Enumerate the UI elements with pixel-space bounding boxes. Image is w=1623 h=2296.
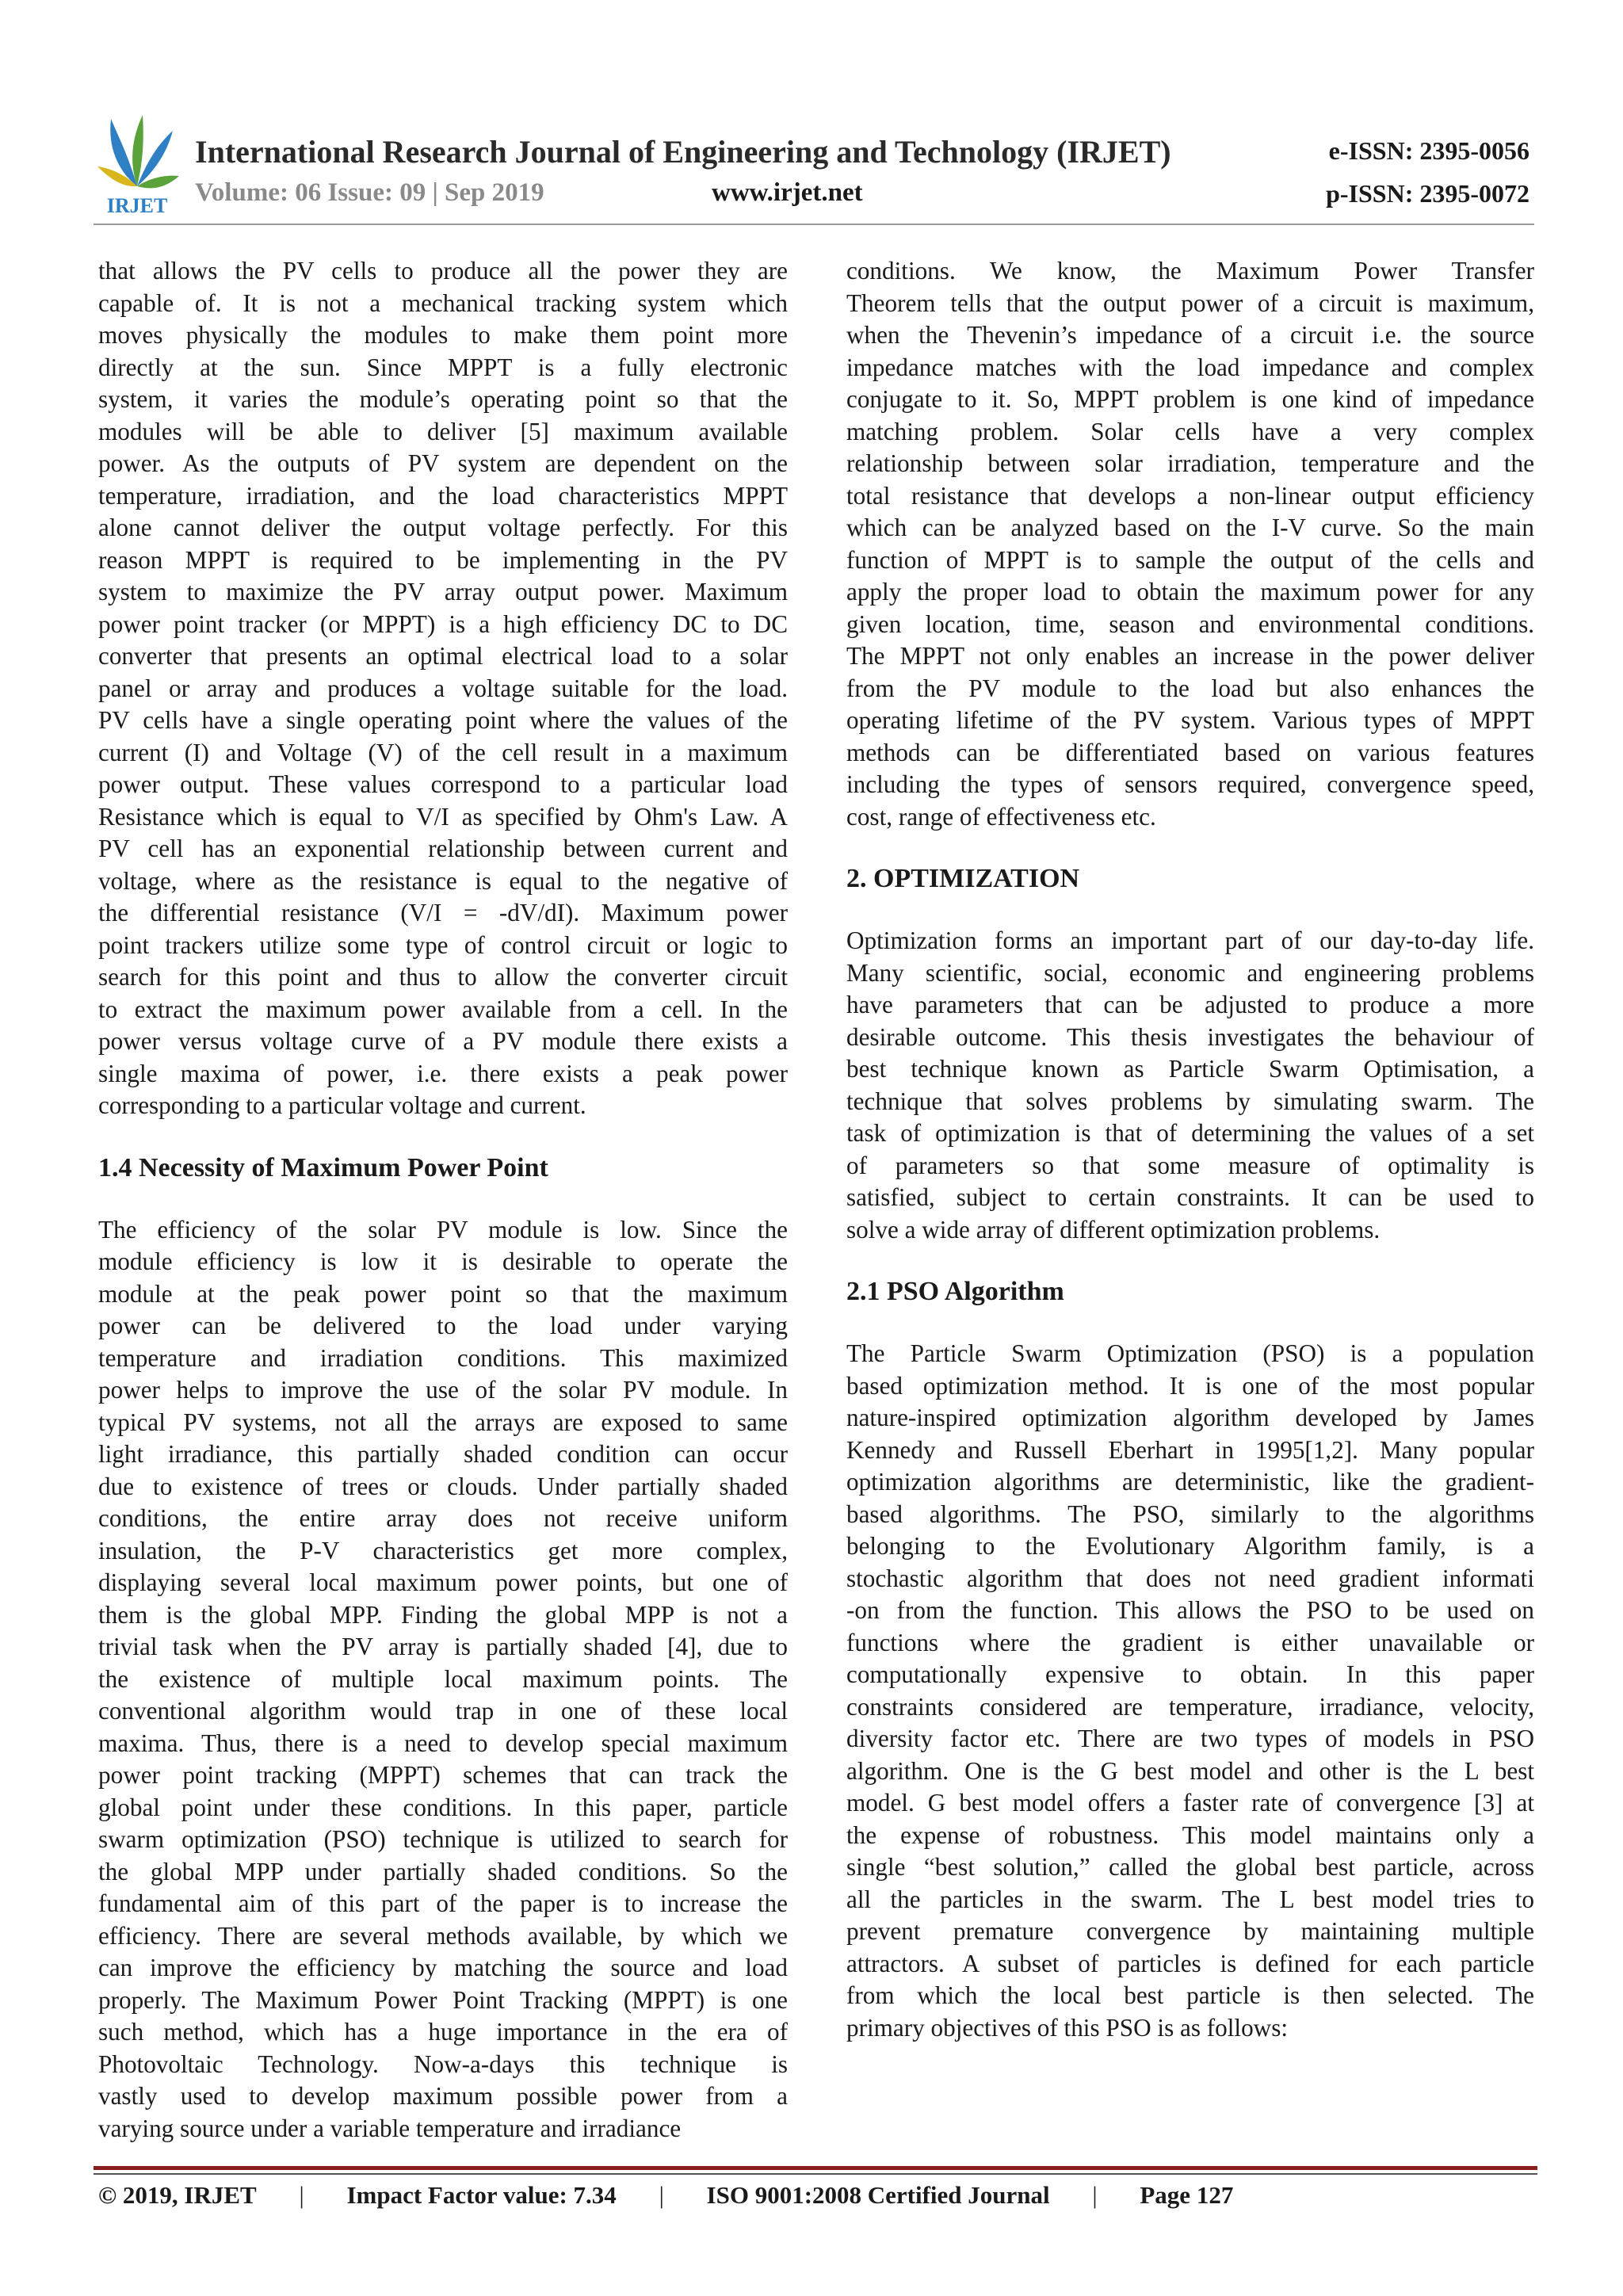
page-footer xyxy=(98,2181,1233,2210)
text-line: have parameters that can be adjusted to produce a more xyxy=(846,991,1534,1018)
right-para-2 xyxy=(846,925,1534,1246)
text-line: due to existence of trees or clouds. Under partially shaded xyxy=(98,1472,788,1500)
text-line: to extract the maximum power available from a cell. In the xyxy=(98,995,788,1023)
text-line: fundamental aim of this part of the paper is to increase the xyxy=(98,1889,788,1917)
text-line: moves physically the modules to make them point more xyxy=(98,321,788,349)
text-line: module at the peak power point so that the maximum xyxy=(98,1279,788,1308)
text-line: given location, time, season and environmental conditions. xyxy=(846,609,1534,638)
section-heading-1-4: 1.4 Necessity of Maximum Power Point xyxy=(98,1152,548,1182)
text-line: efficiency. There are several methods available, by which we xyxy=(98,1921,788,1950)
footer-separator: | xyxy=(299,2181,304,2209)
footer-separator: | xyxy=(1092,2181,1098,2209)
page-header xyxy=(94,111,1544,230)
section-heading-2: 2. OPTIMIZATION xyxy=(846,864,1080,893)
text-line: power helps to improve the use of the solar PV module. In xyxy=(98,1376,788,1404)
text-line: the global MPP under partially shaded conditions. So the xyxy=(98,1857,788,1885)
text-line: apply the proper load to obtain the maximum power for any xyxy=(846,578,1534,606)
footer-impact-factor: Impact Factor value: 7.34 xyxy=(346,2181,617,2209)
text-line: of parameters so that some measure of optimality is xyxy=(846,1151,1534,1179)
journal-title: International Research Journal of Engineering and Technology (IRJET) xyxy=(195,134,1171,170)
footer-rule xyxy=(94,2166,1537,2170)
text-line: when the Thevenin’s impedance of a circuit i.e. the source xyxy=(846,321,1534,349)
text-line: single “best solution,” called the global best particle, across xyxy=(846,1853,1534,1881)
text-line: such method, which has a huge importance in the era of xyxy=(98,2018,788,2046)
journal-website-link[interactable]: www.irjet.net xyxy=(712,178,863,207)
footer-page-number: Page 127 xyxy=(1140,2181,1234,2209)
text-line: the existence of multiple local maximum points. The xyxy=(98,1664,788,1693)
text-line: PV cells have a single operating point where the values of the xyxy=(98,706,788,734)
text-line: vastly used to develop maximum possible power from a xyxy=(98,2082,788,2110)
text-line: from which the local best particle is then selected. The xyxy=(846,1981,1534,2009)
text-line: based algorithms. The PSO, similarly to the algorithms xyxy=(846,1499,1534,1528)
text-line: power point tracker (or MPPT) is a high efficiency DC to DC xyxy=(98,609,788,638)
text-line: prevent premature convergence by maintaining multiple xyxy=(846,1917,1534,1945)
text-line: corresponding to a particular voltage and current. xyxy=(98,1091,586,1119)
text-line: converter that presents an optimal electrical load to a solar xyxy=(98,642,788,670)
text-line: single maxima of power, i.e. there exists a peak power xyxy=(98,1059,788,1087)
text-line: primary objectives of this PSO is as follows: xyxy=(846,2013,1289,2042)
text-line: Optimization forms an important part of our day-to-day life. xyxy=(846,926,1534,954)
text-line: trivial task when the PV array is partially shaded [4], due to xyxy=(98,1633,788,1660)
text-line: power point tracking (MPPT) schemes that can track the xyxy=(98,1761,788,1789)
text-line: Resistance which is equal to V/I as specified by Ohm's Law. A xyxy=(98,802,788,831)
text-line: maxima. Thus, there is a need to develop special maximum xyxy=(98,1729,788,1757)
p-issn: p-ISSN: 2395-0072 xyxy=(1326,179,1529,208)
footer-copyright: © 2019, IRJET xyxy=(98,2181,257,2209)
text-line: cost, range of effectiveness etc. xyxy=(846,802,1156,831)
left-column xyxy=(98,255,788,2145)
irjet-logo-icon xyxy=(94,111,181,218)
text-line: stochastic algorithm that does not need gradient informati xyxy=(846,1564,1534,1592)
text-line: temperature, irradiation, and the load characteristics MPPT xyxy=(98,481,788,510)
text-line: task of optimization is that of determining the values of a set xyxy=(846,1119,1534,1147)
text-line: all the particles in the swarm. The L best model tries to xyxy=(846,1885,1534,1913)
text-line: -on from the function. This allows the PSO to be used on xyxy=(846,1596,1534,1624)
text-line: conditions, the entire array does not receive uniform xyxy=(98,1504,788,1532)
text-line: relationship between solar irradiation, temperature and the xyxy=(846,449,1534,477)
text-line: computationally expensive to obtain. In this paper xyxy=(846,1660,1534,1688)
text-line: solve a wide array of different optimization problems. xyxy=(846,1215,1381,1244)
text-line: capable of. It is not a mechanical tracking system which xyxy=(98,288,788,317)
text-line: operating lifetime of the PV system. Various types of MPPT xyxy=(846,706,1534,734)
text-line: Kennedy and Russell Eberhart in 1995[1,2]. Many popular xyxy=(846,1435,1534,1464)
right-para-3 xyxy=(846,1338,1534,2044)
text-line: from the PV module to the load but also enhances the xyxy=(846,674,1534,702)
right-para-1 xyxy=(846,255,1534,833)
left-para-1 xyxy=(98,255,788,1122)
text-line: power can be delivered to the load under varying xyxy=(98,1312,788,1339)
volume-issue: Volume: 06 Issue: 09 | Sep 2019 xyxy=(195,178,544,207)
text-line: impedance matches with the load impedance and complex xyxy=(846,353,1534,381)
text-line: diversity factor etc. There are two types of models in PSO xyxy=(846,1725,1534,1752)
text-line: power. As the outputs of PV system are dependent on the xyxy=(98,449,788,477)
section-heading-2-1: 2.1 PSO Algorithm xyxy=(846,1277,1064,1306)
text-line: The efficiency of the solar PV module is low. Since the xyxy=(98,1215,788,1244)
text-line: displaying several local maximum power points, but one of xyxy=(98,1568,788,1596)
e-issn: e-ISSN: 2395-0056 xyxy=(1328,136,1529,165)
text-line: voltage, where as the resistance is equal to the negative of xyxy=(98,866,788,895)
text-line: conditions. We know, the Maximum Power Transfer xyxy=(846,257,1534,285)
text-line: global point under these conditions. In this paper, particle xyxy=(98,1793,788,1821)
text-line: power versus voltage curve of a PV module there exists a xyxy=(98,1027,788,1055)
text-line: varying source under a variable temperature and irradiance xyxy=(98,2114,682,2142)
text-line: belonging to the Evolutionary Algorithm family, is a xyxy=(846,1532,1534,1560)
text-line: functions where the gradient is either unavailable or xyxy=(846,1628,1534,1656)
footer-iso: ISO 9001:2008 Certified Journal xyxy=(706,2181,1050,2209)
text-line: can improve the efficiency by matching the source and load xyxy=(98,1954,788,1981)
text-line: Photovoltaic Technology. Now-a-days this technique is xyxy=(98,2050,788,2078)
text-line: The Particle Swarm Optimization (PSO) is a population xyxy=(846,1339,1534,1367)
footer-separator: | xyxy=(659,2181,664,2209)
text-line: constraints considered are temperature, irradiance, velocity, xyxy=(846,1692,1534,1721)
text-line: The MPPT not only enables an increase in the power deliver xyxy=(846,642,1534,670)
text-line: total resistance that develops a non-linear output efficiency xyxy=(846,481,1534,510)
text-line: system to maximize the PV array output power. Maximum xyxy=(98,578,788,606)
text-line: directly at the sun. Since MPPT is a fully electronic xyxy=(98,353,788,381)
text-line: based optimization method. It is one of the most popular xyxy=(846,1371,1534,1400)
header-divider xyxy=(94,223,1534,225)
text-line: current (I) and Voltage (V) of the cell result in a maximum xyxy=(98,738,788,766)
text-line: that allows the PV cells to produce all the power they are xyxy=(98,257,788,285)
text-line: the expense of robustness. This model maintains only a xyxy=(846,1820,1534,1849)
text-line: matching problem. Solar cells have a very complex xyxy=(846,417,1534,445)
text-line: them is the global MPP. Finding the global MPP is not a xyxy=(98,1600,788,1629)
text-line: algorithm. One is the G best model and other is the L best xyxy=(846,1756,1534,1785)
text-line: swarm optimization (PSO) technique is utilized to search for xyxy=(98,1825,788,1853)
text-line: optimization algorithms are deterministic, like the gradient- xyxy=(846,1468,1534,1496)
text-line: properly. The Maximum Power Point Tracking (MPPT) is one xyxy=(98,1985,788,2014)
text-line: panel or array and produces a voltage suitable for the load. xyxy=(98,674,788,702)
text-line: Many scientific, social, economic and engineering problems xyxy=(846,958,1534,987)
text-line: module efficiency is low it is desirable to operate the xyxy=(98,1247,788,1275)
text-line: PV cell has an exponential relationship between current and xyxy=(98,835,788,862)
text-line: typical PV systems, not all the arrays are exposed to same xyxy=(98,1408,788,1436)
text-line: alone cannot deliver the output voltage perfectly. For this xyxy=(98,514,788,541)
text-line: the differential resistance (V/I = -dV/dI). Maximum power xyxy=(98,899,788,926)
text-line: technique that solves problems by simulating swarm. The xyxy=(846,1087,1534,1115)
right-column xyxy=(846,255,1534,2044)
text-line: insulation, the P-V characteristics get more complex, xyxy=(98,1536,788,1564)
text-line: search for this point and thus to allow the converter circuit xyxy=(98,963,788,991)
text-line: power output. These values correspond to a particular load xyxy=(98,770,788,798)
text-line: light irradiance, this partially shaded condition can occur xyxy=(98,1440,788,1468)
text-line: function of MPPT is to sample the output of the cells and xyxy=(846,545,1534,574)
text-line: conventional algorithm would trap in one of these local xyxy=(98,1697,788,1725)
text-line: desirable outcome. This thesis investigates the behaviour of xyxy=(846,1022,1534,1051)
text-line: attractors. A subset of particles is defined for each particle xyxy=(846,1949,1534,1977)
footer-rule-thin xyxy=(94,2173,1537,2175)
text-line: satisfied, subject to certain constraints. It can be used to xyxy=(846,1183,1534,1211)
text-line: best technique known as Particle Swarm Optimisation, a xyxy=(846,1055,1534,1083)
text-line: reason MPPT is required to be implementing in the PV xyxy=(98,545,788,574)
text-line: methods can be differentiated based on various features xyxy=(846,738,1534,766)
text-line: conjugate to it. So, MPPT problem is one kind of impedance xyxy=(846,385,1534,413)
text-line: point trackers utilize some type of control circuit or logic to xyxy=(98,930,788,959)
text-line: Theorem tells that the output power of a circuit is maximum, xyxy=(846,288,1534,317)
left-para-2 xyxy=(98,1214,788,2145)
text-line: model. G best model offers a faster rate of convergence [3] at xyxy=(846,1789,1534,1817)
text-line: modules will be able to deliver [5] maximum available xyxy=(98,417,788,445)
text-line: including the types of sensors required, convergence speed, xyxy=(846,770,1534,798)
logo-text: IRJET xyxy=(106,194,168,217)
text-line: system, it varies the module’s operating point so that the xyxy=(98,385,788,413)
text-line: which can be analyzed based on the I-V curve. So the main xyxy=(846,514,1534,541)
text-line: temperature and irradiation conditions. This maximized xyxy=(98,1343,788,1372)
text-line: nature-inspired optimization algorithm developed by James xyxy=(846,1404,1534,1431)
